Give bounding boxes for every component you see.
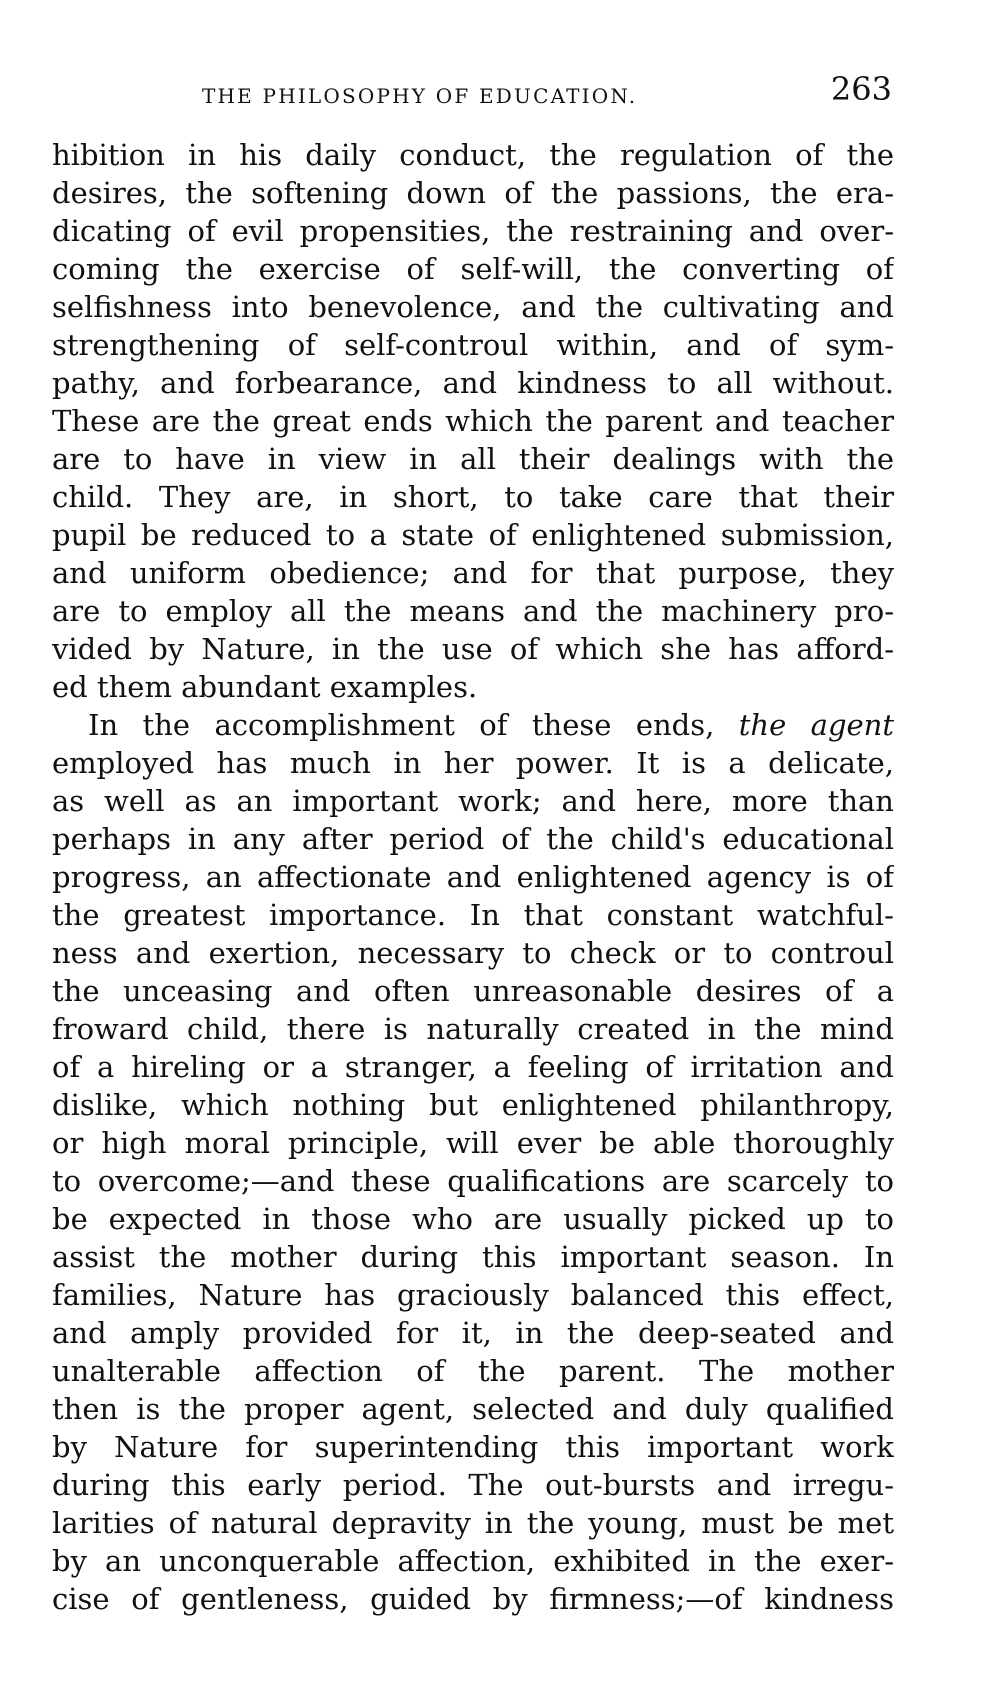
text-line: the unceasing and often unreasonable desires of a [52,974,894,1008]
text-line: coming the exercise of self-will, the converting of [52,252,894,286]
text-line: ed them abundant examples. [52,670,478,704]
text-line: of a hireling or a stranger, a feeling of irritation and [52,1050,894,1084]
text-line: to overcome;—and these qualifications are scarcely to [52,1164,894,1198]
text-line: cise of gentleness, guided by firmness;—of kindness [52,1582,894,1616]
text-line: dislike, which nothing but enlightened philanthropy, [52,1088,894,1122]
running-title: THE PHILOSOPHY OF EDUCATION. [202,84,638,108]
text-line: families, Nature has graciously balanced this effect, [52,1278,894,1312]
text-line: hibition in his daily conduct, the regulation of the [52,138,894,172]
text-line: froward child, there is naturally created in the mind [52,1012,894,1046]
body-text [52,136,894,1618]
text-line: are to have in view in all their dealings with the [52,442,894,476]
text-line: vided by Nature, in the use of which she has afford- [52,632,894,666]
paragraph-first-line [52,706,894,744]
text-line: or high moral principle, will ever be able thoroughly [52,1126,894,1160]
text-line: employed has much in her power. It is a delicate, [52,746,894,780]
text-line: child. They are, in short, to take care that their [52,480,894,514]
text-line: during this early period. The out-bursts and irregu- [52,1468,894,1502]
text-line: and amply provided for it, in the deep-seated and [52,1316,894,1350]
text-line: be expected in those who are usually picked up to [52,1202,894,1236]
text-line: unalterable affection of the parent. The mother [52,1354,894,1388]
text-line: dicating of evil propensities, the restraining and over- [52,214,894,248]
running-header [52,70,892,110]
text-line: then is the proper agent, selected and duly qualified [52,1392,894,1426]
text-line: larities of natural depravity in the young, must be met [52,1506,894,1540]
text-line: by Nature for superintending this important work [52,1430,894,1464]
text-line: the greatest importance. In that constant watchful- [52,898,894,932]
text-line: pupil be reduced to a state of enlightened submission, [52,518,894,552]
text-line: perhaps in any after period of the child's educational [52,822,894,856]
text-run: In the accomplishment of these ends, [88,708,715,742]
text-line: progress, an affectionate and enlightened agency is of [52,860,894,894]
text-line: desires, the softening down of the passions, the era- [52,176,894,210]
text-line: are to employ all the means and the machinery pro- [52,594,894,628]
text-line: as well as an important work; and here, more than [52,784,894,818]
text-line: by an unconquerable affection, exhibited in the exer- [52,1544,894,1578]
italic-phrase: the agent [738,708,894,742]
text-line: selfishness into benevolence, and the cultivating and [52,290,894,324]
text-line: assist the mother during this important season. In [52,1240,894,1274]
text-line: strengthening of self-controul within, and of sym- [52,328,894,362]
text-line: pathy, and forbearance, and kindness to all without. [52,366,894,400]
page-number: 263 [830,70,892,108]
text-line: ness and exertion, necessary to check or to controul [52,936,894,970]
text-line: These are the great ends which the parent and teacher [52,404,894,438]
text-line: and uniform obedience; and for that purpose, they [52,556,894,590]
